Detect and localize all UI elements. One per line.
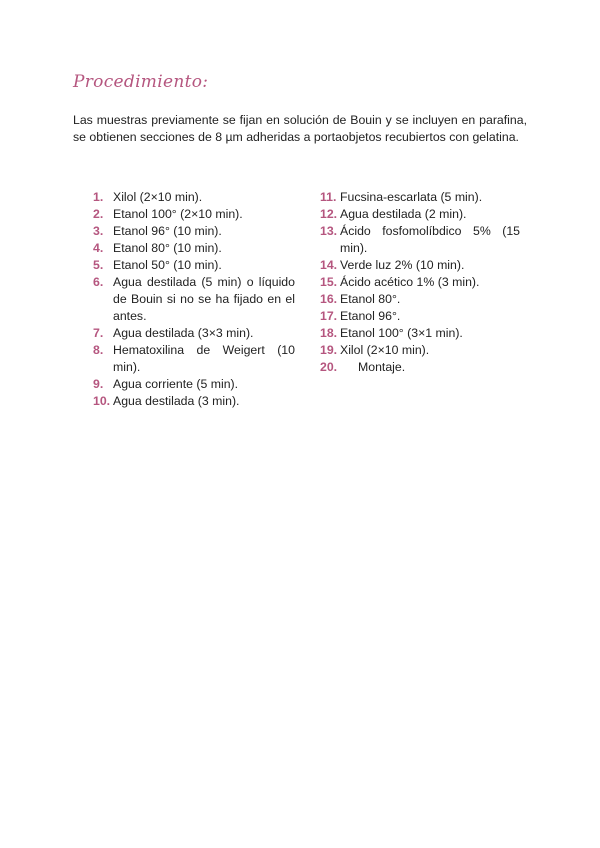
step-number: 16. [320,292,338,306]
intro-paragraph: Las muestras previamente se fijan en solución de Bouin y se incluyen en parafina, se obtienen secciones de 8 µm adheridas a portaobjetos recubiertos con gelatina. [73,113,527,144]
step-number: 2. [93,207,104,221]
step-text: Hematoxilina de Weigert (10 min). [113,343,295,374]
list-item [320,274,520,291]
list-item [93,393,295,410]
step-number: 19. [320,343,338,357]
step-text: Xilol (2×10 min). [113,190,203,204]
list-item [320,308,520,325]
list-item [93,274,295,325]
list-item [320,223,520,257]
list-item [93,325,295,342]
step-text: Agua destilada (3 min). [113,394,240,408]
step-number: 17. [320,309,338,323]
step-number: 12. [320,207,338,221]
step-text: Etanol 80°. [340,292,401,306]
step-number: 4. [93,241,104,255]
step-text: Etanol 96° (10 min). [113,224,222,238]
list-item [320,325,520,342]
list-item [320,359,520,376]
step-text: Agua destilada (5 min) o líquido de Bouin si no se ha fijado en el antes. [113,275,295,323]
step-text: Montaje. [358,360,406,374]
steps-list-right [320,189,520,376]
list-item [93,223,295,240]
list-item [320,342,520,359]
list-item [320,257,520,274]
steps-list-left [93,189,295,410]
list-item [320,206,520,223]
step-number: 13. [320,224,338,238]
step-number: 10. [93,394,111,408]
section-heading: Procedimiento: [73,72,209,92]
step-number: 20. [320,360,338,374]
step-text: Xilol (2×10 min). [340,343,430,357]
step-number: 9. [93,377,104,391]
step-text: Agua destilada (2 min). [340,207,467,221]
step-text: Ácido acético 1% (3 min). [340,275,480,289]
step-text: Agua destilada (3×3 min). [113,326,254,340]
step-text: Agua corriente (5 min). [113,377,239,391]
step-text: Etanol 96°. [340,309,401,323]
step-number: 6. [93,275,104,289]
step-number: 1. [93,190,104,204]
step-number: 5. [93,258,104,272]
step-number: 15. [320,275,338,289]
step-number: 14. [320,258,338,272]
step-text: Etanol 100° (2×10 min). [113,207,243,221]
step-text: Ácido fosfomolíbdico 5% (15 min). [340,224,520,255]
step-text: Etanol 50° (10 min). [113,258,222,272]
list-item [93,206,295,223]
step-number: 18. [320,326,338,340]
step-text: Verde luz 2% (10 min). [340,258,465,272]
list-item [93,376,295,393]
step-number: 11. [320,190,337,204]
list-item [93,257,295,274]
step-number: 8. [93,343,104,357]
list-item [93,189,295,206]
list-item [93,240,295,257]
list-item [320,189,520,206]
step-number: 7. [93,326,104,340]
list-item [93,342,295,376]
step-text: Etanol 80° (10 min). [113,241,222,255]
step-text: Fucsina-escarlata (5 min). [340,190,483,204]
step-text: Etanol 100° (3×1 min). [340,326,463,340]
step-number: 3. [93,224,104,238]
list-item [320,291,520,308]
